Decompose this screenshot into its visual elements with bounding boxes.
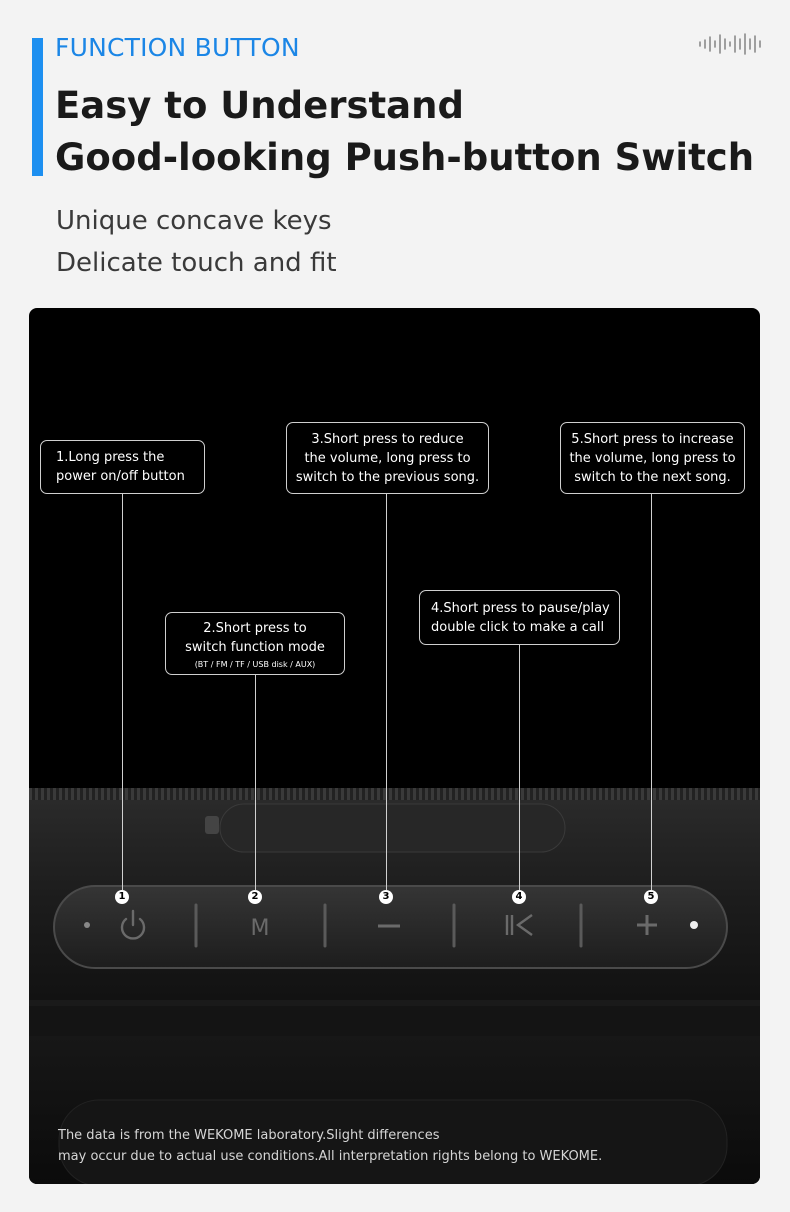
callout-mode [165, 612, 345, 675]
mode-icon: M [250, 916, 270, 941]
product-photo-panel [29, 308, 760, 1184]
subheading [56, 200, 337, 284]
disclaimer [58, 1125, 602, 1167]
leader-line-4 [519, 645, 520, 890]
callout-volume-up-line-3: switch to the next song. [574, 470, 731, 485]
leader-line-5 [651, 494, 652, 890]
subheading-line-1: Unique concave keys [56, 206, 332, 236]
callout-volume-down [286, 422, 489, 494]
disclaimer-line-1: The data is from the WEKOME laboratory.Slight differences [58, 1128, 440, 1143]
accent-bar [32, 38, 43, 176]
callout-volume-up-line-1: 5.Short press to increase [571, 432, 734, 447]
callout-power-line-2: power on/off button [56, 469, 185, 484]
callout-play-pause [419, 590, 620, 645]
badge-5: 5 [644, 890, 658, 904]
subheading-line-2: Delicate touch and fit [56, 248, 337, 278]
badge-3: 3 [379, 890, 393, 904]
callout-volume-down-line-1: 3.Short press to reduce [311, 432, 464, 447]
section-kicker: FUNCTION BUTTON [55, 33, 300, 62]
leader-line-3 [386, 494, 387, 890]
leader-line-1 [122, 494, 123, 890]
badge-1: 1 [115, 890, 129, 904]
badge-2: 2 [248, 890, 262, 904]
strap-buckle [205, 816, 219, 834]
callout-play-pause-line-1: 4.Short press to pause/play [431, 601, 610, 616]
callout-volume-up [560, 422, 745, 494]
callout-volume-down-line-2: the volume, long press to [304, 451, 471, 466]
base-band [29, 1006, 760, 1036]
sound-wave-icon [698, 33, 764, 55]
callout-volume-up-line-2: the volume, long press to [569, 451, 736, 466]
headline-line-1: Easy to Understand [55, 84, 464, 127]
headline [55, 80, 754, 184]
callout-mode-line-1: 2.Short press to [203, 621, 307, 636]
callout-play-pause-line-2: double click to make a call [431, 620, 605, 635]
disclaimer-line-2: may occur due to actual use conditions.All interpretation rights belong to WEKOME. [58, 1149, 603, 1164]
led-dot [84, 922, 90, 928]
badge-4: 4 [512, 890, 526, 904]
headline-line-2: Good-looking Push-button Switch [55, 136, 755, 179]
callout-mode-line-2: switch function mode [185, 640, 325, 655]
strap-handle [220, 804, 565, 852]
callout-power-line-1: 1.Long press the [56, 450, 165, 465]
leader-line-2 [255, 675, 256, 890]
callout-volume-down-line-3: switch to the previous song. [295, 470, 480, 485]
callout-mode-note: (BT / FM / TF / USB disk / AUX) [194, 660, 316, 669]
callout-power [40, 440, 205, 494]
indicator-dot [690, 921, 698, 929]
